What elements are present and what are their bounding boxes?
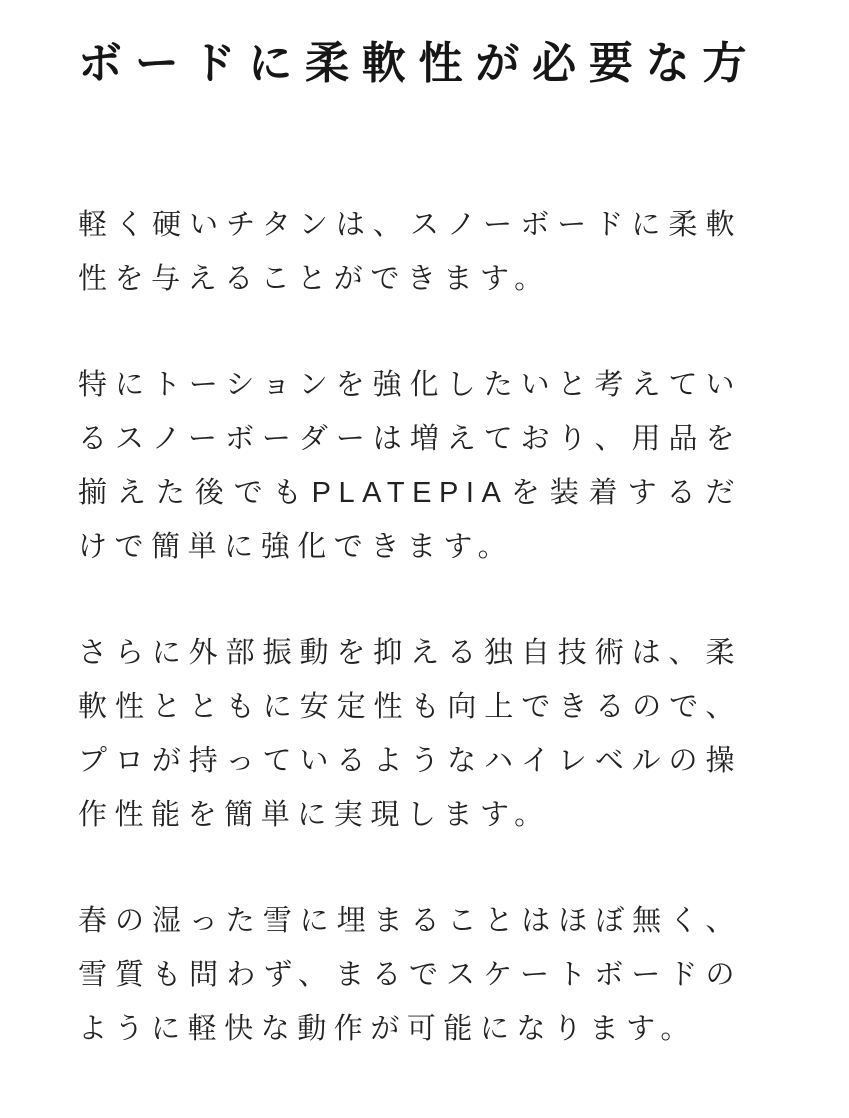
- paragraph-torsion-platepia: 特にトーションを強化したいと考えているスノーボーダーは増えており、用品を揃えた後でもPLATEPIAを装着するだけで簡単に強化できます。: [78, 368, 742, 563]
- section-heading: ボードに柔軟性が必要な方: [78, 39, 760, 88]
- article-section: [78, 38, 760, 1056]
- paragraph-vibration-stability: さらに外部振動を抑える独自技術は、柔軟性とともに安定性も向上できるので、プロが持っているようなハイレベルの操作性能を簡単に実現します。: [78, 636, 742, 831]
- paragraph-titanium-flexibility: 軽く硬いチタンは、スノーボードに柔軟性を与えることができます。: [78, 208, 742, 295]
- paragraph-spring-snow: 春の湿った雪に埋まることはほぼ無く、雪質も問わず、まるでスケートボードのように軽快な動作が可能になります。: [78, 904, 742, 1045]
